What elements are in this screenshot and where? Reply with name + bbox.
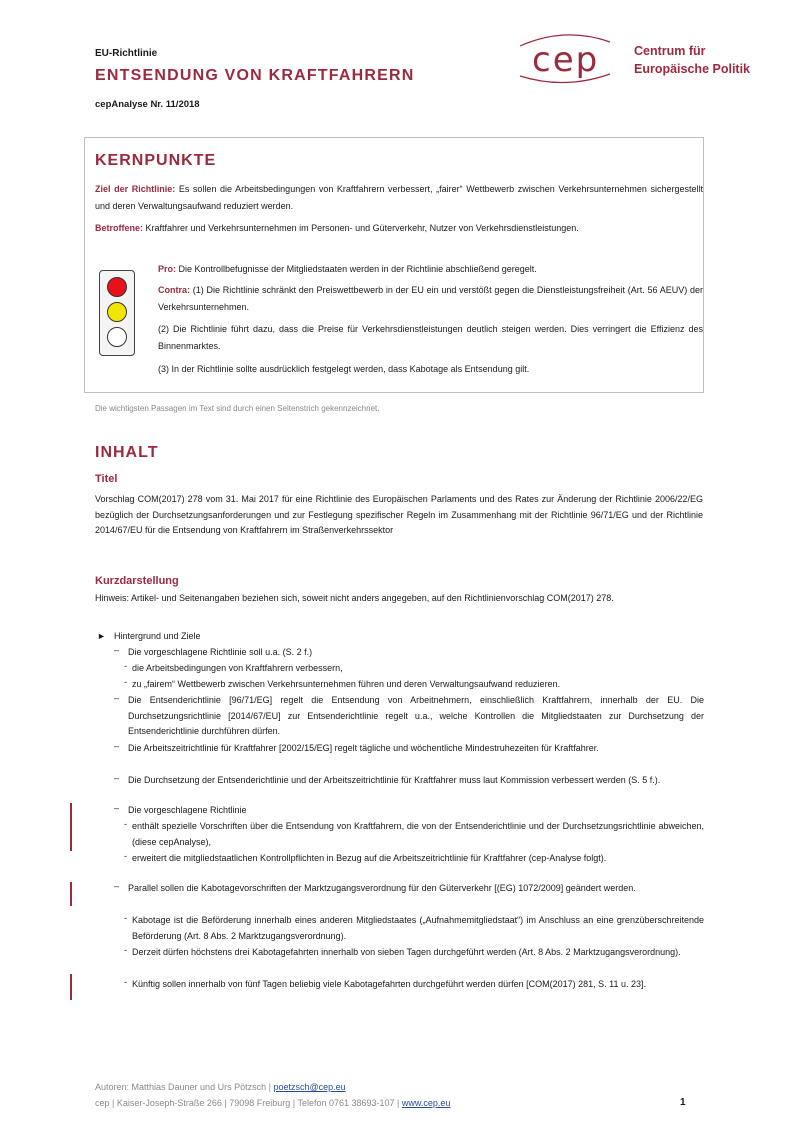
importance-bar [70, 803, 72, 851]
pro-paragraph [158, 261, 703, 278]
dash-icon: - [124, 677, 127, 687]
logo-word: cep [532, 40, 600, 80]
list-item: Die Arbeitszeitrichtlinie für Kraftfahrer [2002/15/EG] regelt tägliche und wöchentliche Mindestruhezeiten für Kraftfahrer. [128, 743, 599, 753]
dash-icon: – [114, 773, 120, 783]
dash-icon: - [124, 661, 127, 671]
traffic-light-icon [99, 270, 135, 356]
hinweis-text: Hinweis: Artikel- und Seitenangaben beziehen sich, soweit nicht anders angegeben, auf den Richtlinienvorschlag COM(2017) 278. [95, 593, 614, 603]
margin-note: Die wichtigsten Passagen im Text sind durch einen Seitenstrich gekennzeichnet. [95, 404, 380, 413]
dash-icon: – [114, 693, 120, 703]
white-lamp-icon [107, 327, 127, 347]
list-subitem: Kabotage ist die Beförderung innerhalb eines anderen Mitgliedstaates („Aufnahmemitgliedstaat“) im Anschluss an eine grenzüberschreitende Beförderung (Art. 8 Abs. 2 Marktzugangsverordnung). [132, 915, 704, 941]
dash-icon: – [114, 881, 120, 891]
contra-label: Contra: [158, 285, 190, 295]
pro-text: Die Kontrollbefugnisse der Mitgliedstaaten werden in der Richtlinie abschließend geregelt. [178, 264, 537, 274]
logo-org-line1: Centrum für [634, 44, 706, 58]
bullet-arrow-icon: ► [97, 631, 106, 641]
dash-icon: – [114, 645, 120, 655]
list-subitem: zu „fairem“ Wettbewerb zwischen Verkehrsunternehmen führen und deren Verwaltungsaufwand reduzieren. [132, 679, 561, 689]
dash-icon: - [124, 977, 127, 987]
contra-2-paragraph: (2) Die Richtlinie führt dazu, dass die Preise für Verkehrsdienstleistungen deutlich steigen werden. Dies verringert die Effizienz des Binnenmarktes. [158, 324, 703, 351]
address-text: cep | Kaiser-Joseph-Straße 266 | 79098 Freiburg | Telefon 0761 38693-107 | [95, 1098, 400, 1108]
ziel-paragraph [95, 181, 703, 215]
authors-text: Autoren: Matthias Dauner und Urs Pötzsch | [95, 1082, 271, 1092]
list-subitem: enthält spezielle Vorschriften über die Entsendung von Kraftfahrern, die von der Entsenderichtlinie und der Durchsetzungsrichtlinie abweichen, (diese cepAnalyse), [132, 821, 704, 847]
section-bullet: Hintergrund und Ziele [114, 631, 201, 641]
list-subitem: Künftig sollen innerhalb von fünf Tagen beliebig viele Kabotagefahrten durchgeführt werden dürfen [COM(2017) 281, S. 11 u. 23]. [132, 979, 647, 989]
author-email-link[interactable]: poetzsch@cep.eu [273, 1082, 346, 1092]
dash-icon: – [114, 741, 120, 751]
list-item: Die Entsenderichtlinie [96/71/EG] regelt die Entsendung von Arbeitnehmern, einschließlich Kraftfahrern, innerhalb der EU. Die Durchsetzungsrichtlinie [2014/67/EU] zur Entsenderichtlinie regelt u.a., welche Kontrollen die Mitgliedstaaten zur Durchsetzung der Entsenderichtlinie durchführen dürfen. [128, 695, 704, 736]
dash-icon: - [124, 851, 127, 861]
importance-bar [70, 974, 72, 1000]
red-lamp-icon [107, 277, 127, 297]
betroffene-text: Kraftfahrer und Verkehrsunternehmen im Personen- und Güterverkehr, Nutzer von Verkehrsdienstleistungen. [145, 223, 579, 233]
footer-authors [95, 1082, 346, 1092]
list-item: Die Durchsetzung der Entsenderichtlinie und der Arbeitszeitrichtlinie für Kraftfahrer muss laut Kommission verbessert werden (S. 5 f.). [128, 775, 661, 785]
contra-paragraph [158, 282, 703, 316]
website-link[interactable]: www.cep.eu [401, 1098, 451, 1108]
list-subitem: erweitert die mitgliedstaatlichen Kontrollpflichten in Bezug auf die Arbeitszeitrichtlinie für Kraftfahrer (cep-Analyse folgt). [132, 853, 607, 863]
footer-address [95, 1098, 450, 1108]
series-number: cepAnalyse Nr. 11/2018 [95, 99, 200, 110]
inhalt-heading: INHALT [95, 444, 159, 461]
dash-icon: - [124, 945, 127, 955]
dash-icon: – [114, 803, 120, 813]
list-subitem: die Arbeitsbedingungen von Kraftfahrern verbessern, [132, 663, 343, 673]
betroffene-label: Betroffene: [95, 223, 144, 233]
kernpunkte-heading: KERNPUNKTE [95, 152, 217, 169]
ziel-text: Es sollen die Arbeitsbedingungen von Kraftfahrern verbessert, „fairer“ Wettbewerb zwischen Verkehrsunternehmen sichergestellt und deren Verwaltungsaufwand reduziert werden. [95, 184, 703, 211]
list-item: Die vorgeschlagene Richtlinie soll u.a. (S. 2 f.) [128, 647, 313, 657]
importance-bar [70, 882, 72, 906]
logo-org-line2: Europäische Politik [634, 62, 751, 76]
list-item: Parallel sollen die Kabotagevorschriften der Marktzugangsverordnung für den Güterverkehr [(EG) 1072/2009] geändert werden. [128, 883, 636, 893]
page-number: 1 [680, 1097, 686, 1108]
kurzdarstellung-heading: Kurzdarstellung [95, 575, 179, 587]
titel-heading: Titel [95, 473, 118, 485]
pro-label: Pro: [158, 264, 176, 274]
logo-organisation [634, 42, 750, 78]
list-item: Die vorgeschlagene Richtlinie [128, 805, 247, 815]
dash-icon: - [124, 913, 127, 923]
ziel-label: Ziel der Richtlinie: [95, 184, 176, 194]
dash-icon: - [124, 819, 127, 829]
document-title: ENTSENDUNG VON KRAFTFAHRERN [95, 67, 415, 84]
yellow-lamp-icon [107, 302, 127, 322]
contra-text: (1) Die Richtlinie schränkt den Preiswettbewerb in der EU ein und verstößt gegen die Dienstleistungsfreiheit (Art. 56 AEUV) der Verkehrsunternehmen. [158, 285, 703, 312]
cep-logo [510, 28, 760, 88]
titel-text: Vorschlag COM(2017) 278 vom 31. Mai 2017 für eine Richtlinie des Europäischen Parlaments und des Rates zur Änderung der Richtlinie 2006/22/EG bezüglich der Durchsetzungsanforderungen und zur Festlegung spezifischer Regeln im Zusammenhang mit der Richtlinie 96/71/EG und der Richtlinie 2014/67/EU für die Entsendung von Kraftfahrern im Straßenverkehrssektor [95, 494, 703, 535]
document-type: EU-Richtlinie [95, 48, 158, 59]
contra-3-paragraph: (3) In der Richtlinie sollte ausdrücklich festgelegt werden, dass Kabotage als Entsendung gilt. [158, 364, 530, 374]
list-subitem: Derzeit dürfen höchstens drei Kabotagefahrten innerhalb von sieben Tagen durchgeführt werden (Art. 8 Abs. 2 Marktzugangsverordnung). [132, 947, 681, 957]
betroffene-paragraph [95, 220, 703, 237]
